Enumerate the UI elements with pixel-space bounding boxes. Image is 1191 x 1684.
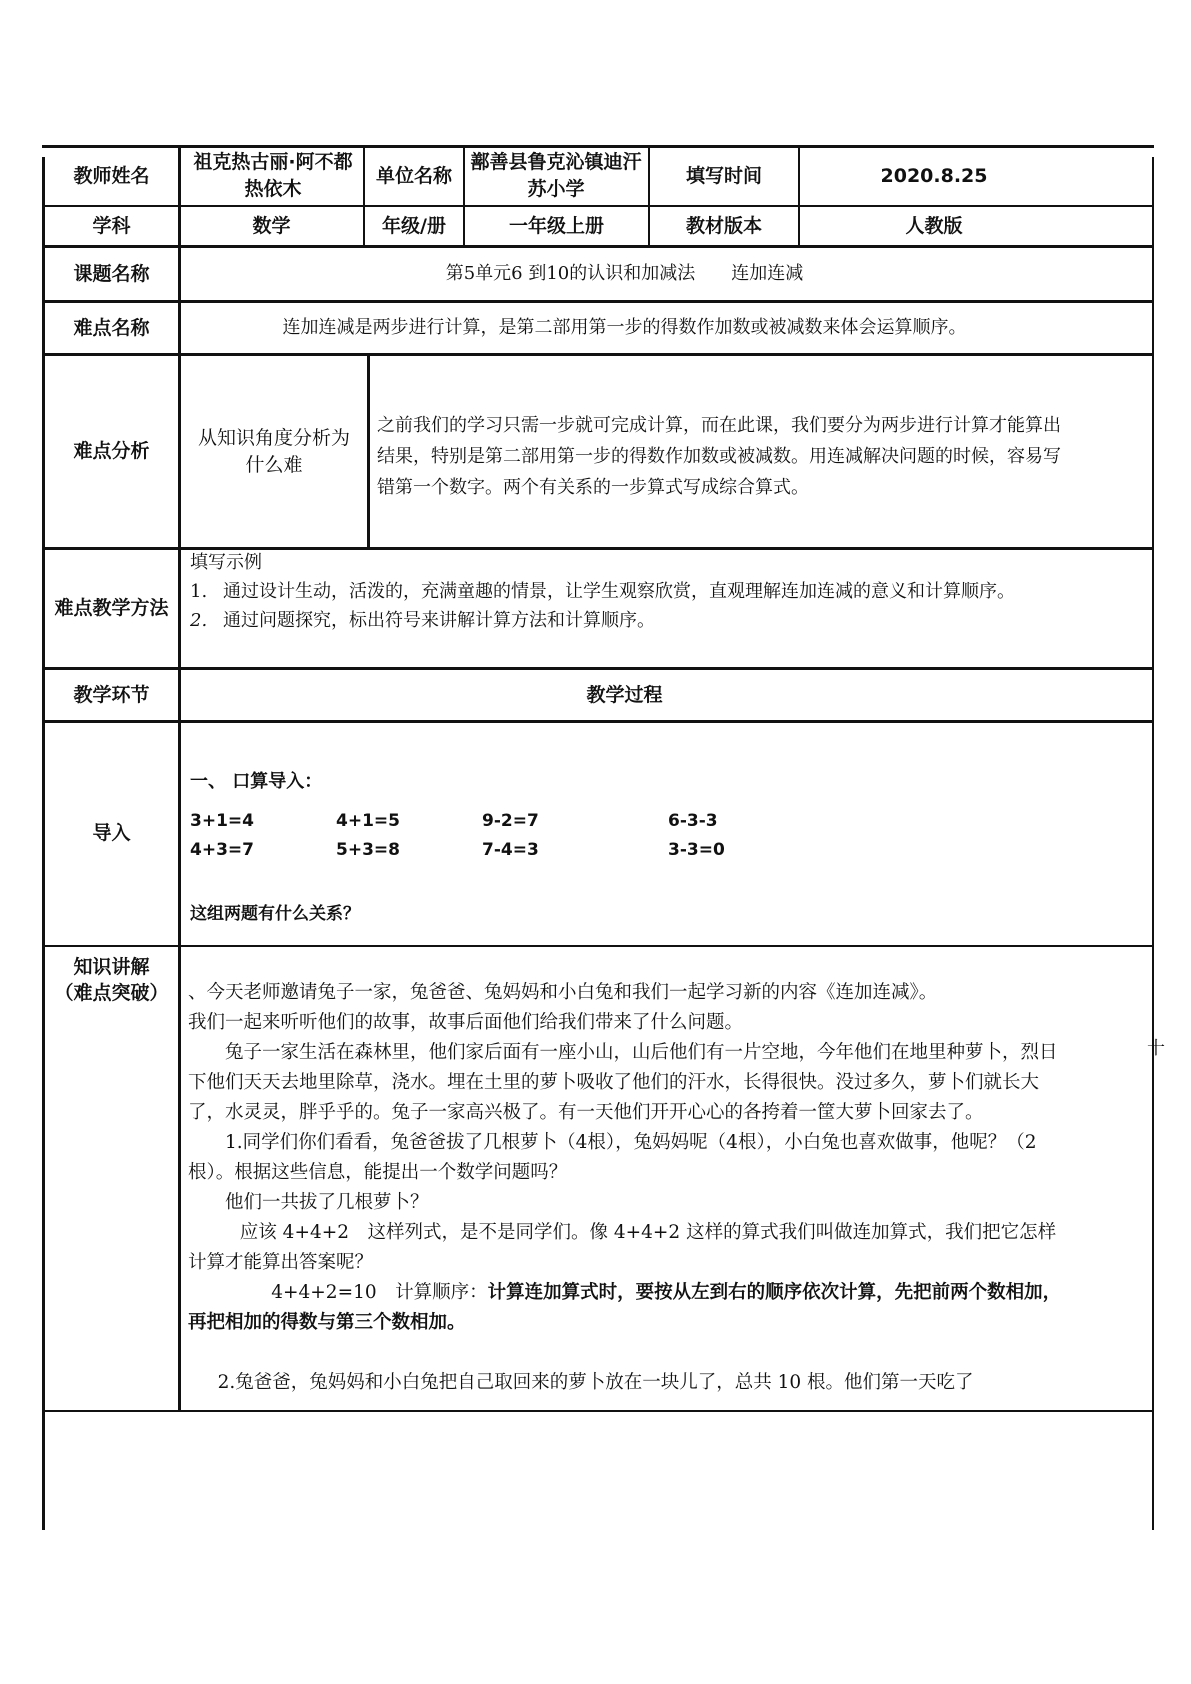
method-item: [190, 577, 1060, 606]
method-example: 填写示例: [190, 552, 262, 573]
fill-date-value: 2020.8.25: [880, 164, 988, 187]
method-item: [190, 606, 1060, 635]
edition-value: 人教版: [905, 214, 963, 237]
col-divider: [367, 353, 370, 547]
topic-label: 课题名称: [73, 262, 150, 285]
method-item-number: 1.: [190, 581, 208, 602]
paragraph: 应该 4+4+2 这样列式，是不是同学们。像 4+4+2 这样的算式我们叫做连加算式，我们把它怎样计算才能算出答案呢？: [188, 1222, 1057, 1273]
grade-label: 年级/册: [382, 214, 446, 237]
method-item-number: 2.: [190, 610, 208, 631]
difficulty-value: 连加连减是两步进行计算，是第二部用第一步的得数作加数或被减数来体会运算顺序。: [282, 317, 967, 339]
method-content: [190, 548, 1060, 635]
calc-rule: 计算连加算式时，要按从左到右的顺序依次计算，先把前两个数相加，再把相加的得数与第三个数相加。: [188, 1282, 1062, 1333]
process-header-value: 教学过程: [586, 683, 663, 706]
method-label: 难点教学方法: [54, 597, 169, 620]
method-item-text: 通过问题探究，标出符号来讲解计算方法和计算顺序。: [223, 610, 655, 631]
process-stage-label: 教学环节: [73, 683, 150, 706]
equation: 4+3=7: [190, 840, 254, 860]
paragraph: 1.同学们你们看看，兔爸爸拔了几根萝卜（4根），兔妈妈呢（4根），小白兔也喜欢做事，他呢？（2根）。根据这些信息，能提出一个数学问题吗？: [188, 1132, 1037, 1183]
fill-date-label: 填写时间: [685, 164, 762, 187]
topic-value: 第5单元6 到10的认识和加减法 连加连减: [445, 263, 804, 285]
equation: 7-4=3: [482, 840, 539, 860]
row-divider: [42, 945, 1154, 947]
equation: 9-2=7: [482, 811, 539, 831]
unit-name-value: 鄯善县鲁克沁镇迪汗苏小学: [470, 151, 642, 200]
intro-label: 导入: [92, 822, 131, 845]
paragraph: 兔子一家生活在森林里，他们家后面有一座小山，山后他们有一片空地，今年他们在地里种萝卜，烈日下他们天天去地里除草，浇水。埋在土里的萝卜吸收了他们的汗水，长得很快。没过多久，萝卜们就长大了，水灵灵，胖乎乎的。兔子一家高兴极了。有一天他们开开心心的各挎着一筐大萝卜回家去了。: [188, 1042, 1058, 1123]
unit-name-label: 单位名称: [375, 164, 452, 187]
knowledge-content: [188, 978, 1062, 1398]
calc-prefix: 4+4+2=10 计算顺序：: [271, 1282, 488, 1303]
equation: 6-3-3: [668, 811, 718, 831]
knowledge-label-line2: （难点突破）: [54, 982, 169, 1004]
equation: 5+3=8: [336, 840, 400, 860]
equation: 3-3=0: [668, 840, 725, 860]
knowledge-label-line1: 知识讲解: [73, 956, 150, 978]
spacer: [188, 1338, 1062, 1368]
knowledge-label: [45, 950, 178, 1010]
edition-label: 教材版本: [685, 214, 762, 237]
teacher-name-value: 祖克热古丽·阿不都热依木: [193, 151, 353, 200]
equation: 4+1=5: [336, 811, 400, 831]
equation: 3+1=4: [190, 811, 254, 831]
subject-value: 数学: [252, 214, 291, 237]
teacher-name-label: 教师姓名: [73, 164, 150, 187]
difficulty-label: 难点名称: [73, 316, 150, 339]
paragraph: 2.兔爸爸，兔妈妈和小白兔把自己取回来的萝卜放在一块儿了，总共 10 根。他们第一天吃了: [217, 1372, 974, 1393]
row-divider: [42, 720, 1154, 723]
analysis-content: 之前我们的学习只需一步就可完成计算，而在此课，我们要分为两步进行计算才能算出结果，特别是第二部用第一步的得数作加数或被减数。用连减解决问题的时候，容易写错第一个数字。两个有关系的一步算式写成综合算式。: [377, 415, 1061, 498]
intro-question: 这组两题有什么关系？: [190, 904, 360, 924]
paragraph: 我们一起来听听他们的故事，故事后面他们给我们带来了什么问题。: [188, 1012, 744, 1033]
paragraph: [188, 1278, 1062, 1338]
grade-value: 一年级上册: [508, 214, 604, 237]
analysis-label: 难点分析: [73, 440, 150, 463]
paragraph: 他们一共拔了几根萝卜？: [225, 1192, 429, 1213]
intro-heading: 一、 口算导入：: [190, 771, 323, 792]
paragraph: 、今天老师邀请兔子一家，兔爸爸、兔妈妈和小白兔和我们一起学习新的内容《连加连减》。: [188, 982, 938, 1003]
method-item-text: 通过设计生动，活泼的，充满童趣的情景，让学生观察欣赏，直观理解连加连减的意义和计算顺序。: [223, 581, 1015, 602]
table-border-bottom: [42, 1410, 1154, 1412]
subject-label: 学科: [92, 214, 131, 237]
analysis-sub-label: 从知识角度分析为什么难: [197, 426, 350, 476]
side-mark: 十: [1147, 1038, 1165, 1059]
